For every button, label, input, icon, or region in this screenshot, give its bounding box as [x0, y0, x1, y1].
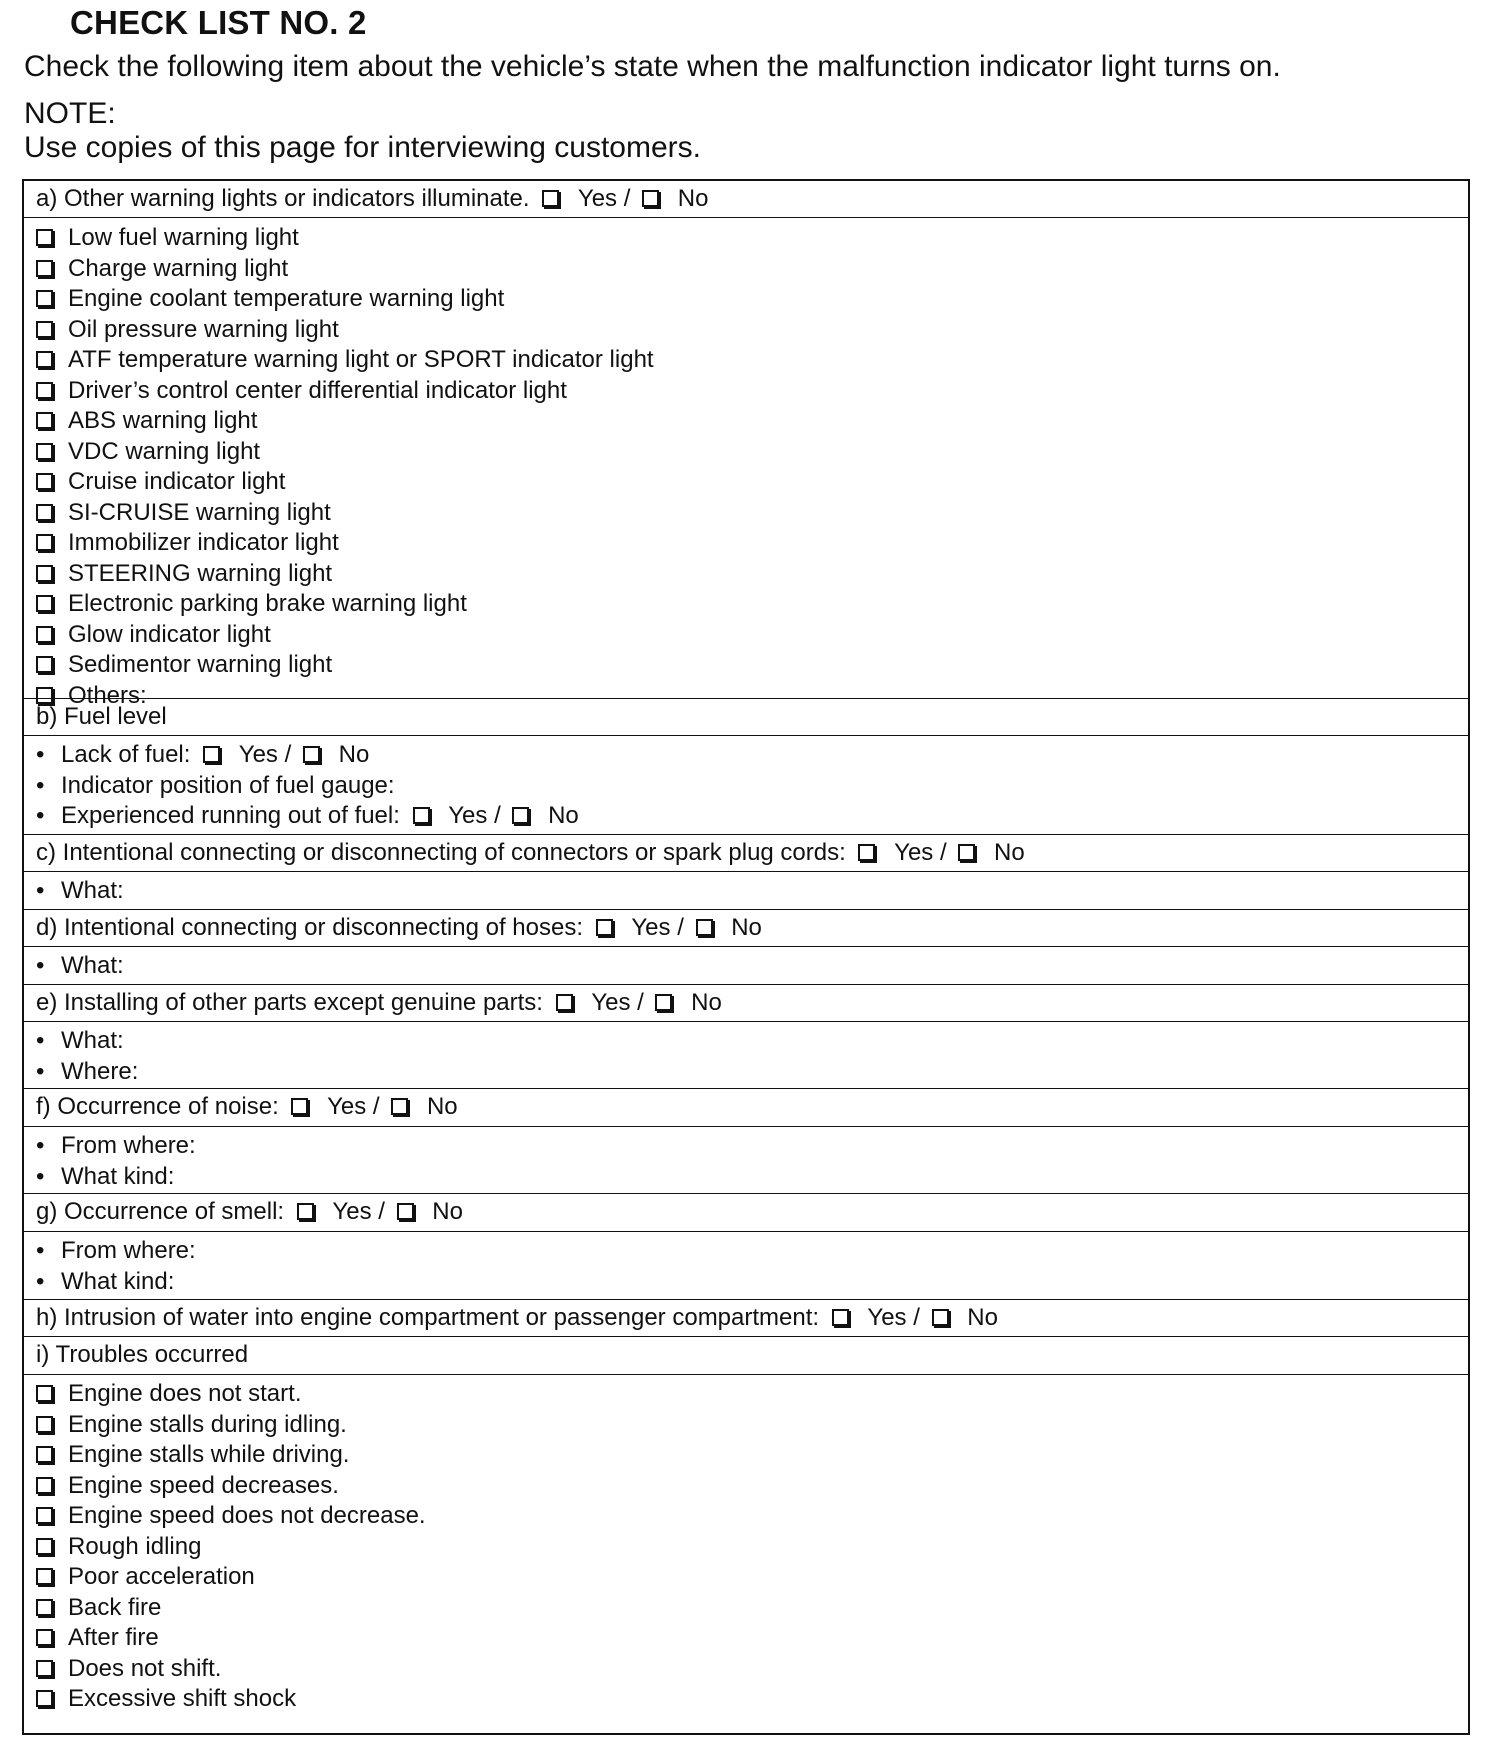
- no-label: No: [993, 839, 1025, 866]
- fuel-gauge-label: Indicator position of fuel gauge:: [61, 771, 395, 799]
- checkbox[interactable]: [36, 1690, 53, 1707]
- checkbox[interactable]: [36, 1416, 53, 1433]
- checkbox[interactable]: [36, 229, 53, 246]
- list-item[interactable]: [36, 437, 261, 465]
- item-label: Others:: [68, 681, 147, 709]
- section-f-header: [24, 1088, 1468, 1126]
- checkbox[interactable]: [36, 656, 53, 673]
- section-h-question: h) Intrusion of water into engine compartment or passenger compartment:: [36, 1304, 820, 1331]
- section-c-question: c) Intentional connecting or disconnecting of connectors or spark plug cords:: [36, 839, 846, 866]
- section-d-question: d) Intentional connecting or disconnecting of hoses:: [36, 914, 584, 941]
- item-label: Immobilizer indicator light: [68, 529, 339, 556]
- list-item[interactable]: [36, 1654, 222, 1682]
- lack-of-fuel-no-checkbox[interactable]: [303, 746, 320, 763]
- item-label: STEERING warning light: [68, 559, 333, 587]
- item-label: Poor acceleration: [68, 1563, 255, 1590]
- checkbox[interactable]: [36, 565, 53, 582]
- section-g-body: [24, 1231, 1468, 1299]
- item-label: Electronic parking brake warning light: [68, 590, 467, 617]
- section-e-what-label: What:: [61, 1027, 124, 1054]
- list-item[interactable]: [36, 620, 271, 648]
- section-i-header: [24, 1336, 1468, 1374]
- section-i-body: [24, 1374, 1468, 1737]
- no-label: No: [548, 802, 579, 829]
- list-item[interactable]: [36, 1565, 255, 1589]
- list-item[interactable]: [36, 376, 567, 404]
- list-item[interactable]: [36, 1626, 159, 1650]
- section-h-header: [24, 1299, 1468, 1336]
- section-a-header: [24, 181, 1468, 217]
- section-c-what-label: What:: [61, 877, 124, 904]
- item-label: After fire: [68, 1624, 159, 1651]
- list-item[interactable]: [36, 1504, 426, 1528]
- section-g-no-checkbox[interactable]: [397, 1203, 414, 1220]
- bullet-icon: •: [36, 1132, 45, 1159]
- checklist-table: [22, 179, 1470, 1735]
- item-label: SI-CRUISE warning light: [68, 498, 331, 526]
- item-label: Engine speed does not decrease.: [68, 1502, 426, 1529]
- checkbox[interactable]: [36, 534, 53, 551]
- list-item[interactable]: [36, 226, 299, 250]
- no-label: No: [731, 914, 762, 941]
- item-label: Glow indicator light: [68, 620, 271, 648]
- yes-label: Yes /: [631, 914, 684, 941]
- list-item[interactable]: [36, 254, 289, 282]
- checkbox[interactable]: [36, 1660, 53, 1677]
- yes-label: Yes /: [448, 802, 501, 829]
- fuel-gauge-row: [36, 771, 395, 799]
- item-label: Sedimentor warning light: [68, 651, 333, 678]
- no-label: No: [426, 1093, 458, 1120]
- bullet-icon: •: [36, 741, 45, 768]
- list-item[interactable]: [36, 1443, 349, 1467]
- bullet-icon: •: [36, 1057, 45, 1085]
- ran-out-yes-checkbox[interactable]: [413, 807, 430, 824]
- section-f-from-where-label: From where:: [61, 1132, 196, 1159]
- section-b-body: [24, 735, 1468, 834]
- list-item[interactable]: [36, 559, 333, 587]
- checkbox[interactable]: [36, 626, 53, 643]
- section-f-no-checkbox[interactable]: [391, 1098, 408, 1115]
- section-e-no-checkbox[interactable]: [655, 994, 672, 1011]
- item-label: Rough idling: [68, 1532, 202, 1560]
- item-label: Engine stalls during idling.: [68, 1410, 347, 1438]
- section-d-body: [24, 946, 1468, 984]
- section-h-yes-checkbox[interactable]: [832, 1309, 849, 1326]
- bullet-icon: •: [36, 802, 45, 829]
- list-item[interactable]: [36, 287, 504, 311]
- section-f-body: [24, 1126, 1468, 1193]
- checkbox[interactable]: [36, 504, 53, 521]
- section-a-question: a) Other warning lights or indicators illuminate.: [36, 185, 530, 212]
- note-text: Use copies of this page for interviewing customers.: [24, 131, 701, 164]
- item-label: Oil pressure warning light: [68, 315, 339, 343]
- bullet-icon: •: [36, 771, 45, 799]
- yes-label: Yes /: [591, 989, 644, 1016]
- no-label: No: [338, 741, 370, 768]
- yes-label: Yes /: [238, 741, 292, 768]
- item-label: Excessive shift shock: [68, 1685, 297, 1712]
- section-d-what-label: What:: [61, 952, 124, 979]
- section-g-question: g) Occurrence of smell:: [36, 1198, 285, 1225]
- section-d-no-checkbox[interactable]: [696, 919, 713, 936]
- checkbox[interactable]: [36, 351, 53, 368]
- bullet-icon: •: [36, 952, 45, 979]
- list-item[interactable]: [36, 1471, 339, 1499]
- section-c-body: [24, 871, 1468, 909]
- no-label: No: [967, 1304, 998, 1331]
- bullet-icon: •: [36, 1162, 45, 1190]
- checkbox[interactable]: [36, 290, 53, 307]
- section-c-no-checkbox[interactable]: [958, 844, 975, 861]
- checkbox[interactable]: [36, 1477, 53, 1494]
- checkbox[interactable]: [36, 1629, 53, 1646]
- checkbox[interactable]: [36, 1385, 53, 1402]
- item-label: Low fuel warning light: [68, 224, 299, 251]
- item-label: Driver’s control center differential indicator light: [68, 376, 567, 404]
- section-g-yes-checkbox[interactable]: [297, 1203, 314, 1220]
- section-f-yes-checkbox[interactable]: [291, 1098, 308, 1115]
- section-i-question: i) Troubles occurred: [36, 1341, 249, 1368]
- no-label: No: [691, 989, 722, 1016]
- checkbox[interactable]: [36, 443, 53, 460]
- section-g-header: [24, 1193, 1468, 1231]
- no-label: No: [677, 185, 709, 212]
- section-e-where-label: Where:: [61, 1057, 139, 1085]
- section-h-no-checkbox[interactable]: [932, 1309, 949, 1326]
- checkbox[interactable]: [36, 382, 53, 399]
- checkbox[interactable]: [36, 1568, 53, 1585]
- item-label: Does not shift.: [68, 1654, 222, 1682]
- ran-out-label: Experienced running out of fuel:: [61, 802, 400, 829]
- section-f-what-kind-label: What kind:: [61, 1162, 175, 1190]
- list-item[interactable]: [36, 470, 285, 494]
- section-f-question: f) Occurrence of noise:: [36, 1093, 279, 1120]
- section-a-yes-checkbox[interactable]: [542, 190, 559, 207]
- section-c-header: [24, 834, 1468, 871]
- list-item[interactable]: [36, 531, 339, 555]
- section-d-header: [24, 909, 1468, 946]
- yes-label: Yes /: [894, 839, 947, 866]
- checkbox[interactable]: [36, 595, 53, 612]
- section-b-header: [24, 698, 1468, 735]
- section-e-question: e) Installing of other parts except genuine parts:: [36, 989, 543, 1016]
- page-title: CHECK LIST NO. 2: [70, 4, 367, 41]
- checkbox[interactable]: [36, 1599, 53, 1616]
- item-label: ATF temperature warning light or SPORT indicator light: [68, 346, 654, 373]
- checkbox[interactable]: [36, 1446, 53, 1463]
- lack-of-fuel-label: Lack of fuel:: [61, 741, 191, 768]
- list-item[interactable]: [36, 1532, 202, 1560]
- lack-of-fuel-row: [36, 743, 369, 767]
- bullet-icon: •: [36, 877, 45, 904]
- section-e-header: [24, 984, 1468, 1021]
- checkbox[interactable]: [36, 321, 53, 338]
- item-label: Engine speed decreases.: [68, 1471, 339, 1499]
- list-item[interactable]: [36, 1687, 296, 1711]
- checkbox[interactable]: [36, 473, 53, 490]
- item-label: Engine stalls while driving.: [68, 1441, 350, 1468]
- intro-text: Check the following item about the vehicle’s state when the malfunction indicator light turns on.: [24, 50, 1281, 83]
- section-a-no-checkbox[interactable]: [642, 190, 659, 207]
- item-label: Back fire: [68, 1593, 162, 1621]
- list-item[interactable]: [36, 315, 339, 343]
- yes-label: Yes /: [867, 1304, 920, 1331]
- item-label: VDC warning light: [68, 437, 261, 465]
- list-item[interactable]: [36, 653, 332, 677]
- list-item[interactable]: [36, 498, 331, 526]
- section-c-yes-checkbox[interactable]: [858, 844, 875, 861]
- bullet-icon: •: [36, 1237, 45, 1264]
- yes-label: Yes /: [327, 1093, 380, 1120]
- list-item[interactable]: [36, 592, 467, 616]
- checkbox[interactable]: [36, 1507, 53, 1524]
- yes-label: Yes /: [577, 185, 631, 212]
- section-d-yes-checkbox[interactable]: [596, 919, 613, 936]
- lack-of-fuel-yes-checkbox[interactable]: [203, 746, 220, 763]
- bullet-icon: •: [36, 1267, 45, 1295]
- ran-out-no-checkbox[interactable]: [512, 807, 529, 824]
- checkbox[interactable]: [36, 412, 53, 429]
- section-a-body: [24, 217, 1468, 709]
- section-b-question: b) Fuel level: [36, 703, 167, 730]
- checkbox[interactable]: [36, 1538, 53, 1555]
- note-label: NOTE:: [24, 97, 116, 130]
- list-item[interactable]: [36, 348, 654, 372]
- checkbox[interactable]: [36, 260, 53, 277]
- list-item[interactable]: [36, 409, 257, 433]
- item-label: Charge warning light: [68, 254, 289, 282]
- section-g-what-kind-label: What kind:: [61, 1267, 175, 1295]
- bullet-icon: •: [36, 1027, 45, 1054]
- no-label: No: [432, 1198, 463, 1225]
- yes-label: Yes /: [332, 1198, 385, 1225]
- list-item[interactable]: [36, 1382, 301, 1406]
- item-label: ABS warning light: [68, 407, 258, 434]
- item-label: Engine coolant temperature warning light: [68, 285, 505, 312]
- section-g-from-where-label: From where:: [61, 1237, 196, 1264]
- list-item[interactable]: [36, 1593, 162, 1621]
- ran-out-row: [36, 804, 579, 828]
- list-item[interactable]: [36, 1410, 347, 1438]
- section-e-yes-checkbox[interactable]: [556, 994, 573, 1011]
- item-label: Cruise indicator light: [68, 468, 286, 495]
- item-label: Engine does not start.: [68, 1380, 302, 1407]
- section-e-body: [24, 1021, 1468, 1088]
